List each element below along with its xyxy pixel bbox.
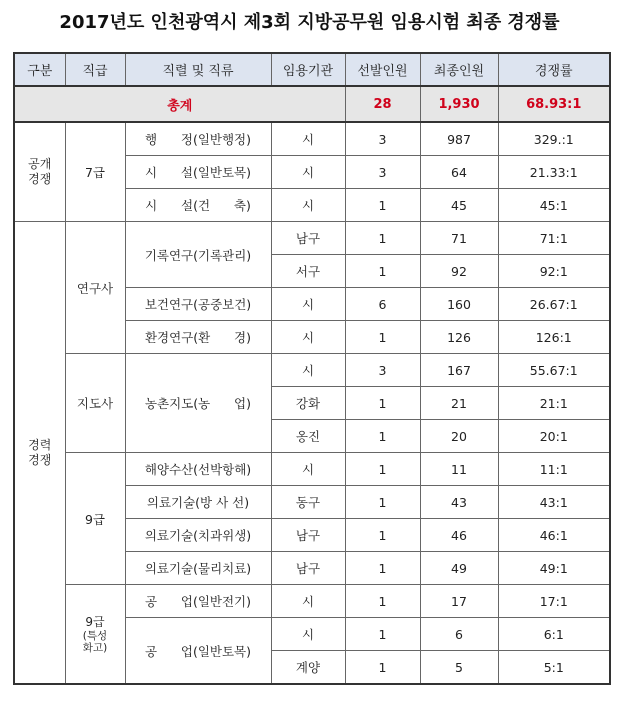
grade-9-special-main: 9급: [85, 614, 105, 629]
agency-cell: 시: [271, 321, 345, 354]
ratio-cell: 26.67:1: [498, 288, 610, 321]
selected-cell: 1: [345, 387, 420, 420]
ratio-cell: 11:1: [498, 453, 610, 486]
final-cell: 11: [420, 453, 498, 486]
ratio-cell: 49:1: [498, 552, 610, 585]
selected-cell: 1: [345, 453, 420, 486]
final-cell: 20: [420, 420, 498, 453]
table-row: [14, 122, 610, 156]
ratio-cell: 71:1: [498, 222, 610, 255]
selected-cell: 1: [345, 585, 420, 618]
selected-cell: 1: [345, 321, 420, 354]
final-cell: 5: [420, 651, 498, 685]
final-cell: 167: [420, 354, 498, 387]
table-row: [14, 354, 610, 387]
selected-cell: 1: [345, 618, 420, 651]
final-cell: 160: [420, 288, 498, 321]
agency-cell: 옹진: [271, 420, 345, 453]
field-cell: 환경연구(환 경): [125, 321, 271, 354]
agency-cell: 시: [271, 122, 345, 156]
final-cell: 49: [420, 552, 498, 585]
ratio-cell: 92:1: [498, 255, 610, 288]
agency-cell: 서구: [271, 255, 345, 288]
grade-guidance: 지도사: [65, 354, 125, 453]
agency-cell: 시: [271, 453, 345, 486]
selected-cell: 1: [345, 222, 420, 255]
header-row: [14, 53, 610, 86]
total-final: 1,930: [420, 86, 498, 122]
final-cell: 6: [420, 618, 498, 651]
final-cell: 92: [420, 255, 498, 288]
agency-cell: 시: [271, 288, 345, 321]
final-cell: 45: [420, 189, 498, 222]
grade-9: 9급: [65, 453, 125, 585]
agency-cell: 강화: [271, 387, 345, 420]
final-cell: 43: [420, 486, 498, 519]
header-field: 직렬 및 직류: [125, 53, 271, 86]
final-cell: 987: [420, 122, 498, 156]
field-cell: 기록연구(기록관리): [125, 222, 271, 288]
selected-cell: 1: [345, 519, 420, 552]
selected-cell: 6: [345, 288, 420, 321]
ratio-cell: 17:1: [498, 585, 610, 618]
total-selected: 28: [345, 86, 420, 122]
field-cell: 의료기술(치과위생): [125, 519, 271, 552]
selected-cell: 1: [345, 189, 420, 222]
group-open-text: 공개 경쟁: [28, 157, 52, 186]
grade-7: 7급: [65, 122, 125, 222]
ratio-cell: 329.:1: [498, 122, 610, 156]
field-cell: 시 설(일반토목): [125, 156, 271, 189]
field-cell: 농촌지도(농 업): [125, 354, 271, 453]
ratio-cell: 43:1: [498, 486, 610, 519]
final-cell: 46: [420, 519, 498, 552]
selected-cell: 1: [345, 552, 420, 585]
total-ratio: 68.93:1: [498, 86, 610, 122]
competition-table: [13, 52, 611, 685]
table-row: [14, 453, 610, 486]
agency-cell: 시: [271, 354, 345, 387]
final-cell: 64: [420, 156, 498, 189]
grade-9-special: [65, 585, 125, 685]
field-cell: 공 업(일반토목): [125, 618, 271, 685]
final-cell: 17: [420, 585, 498, 618]
total-row: [14, 86, 610, 122]
ratio-cell: 45:1: [498, 189, 610, 222]
agency-cell: 시: [271, 618, 345, 651]
ratio-cell: 126:1: [498, 321, 610, 354]
page-title: 2017년도 인천광역시 제3회 지방공무원 임용시험 최종 경쟁률: [59, 12, 560, 33]
grade-researcher: 연구사: [65, 222, 125, 354]
table-row: [14, 222, 610, 255]
agency-cell: 시: [271, 585, 345, 618]
selected-cell: 1: [345, 420, 420, 453]
selected-cell: 1: [345, 255, 420, 288]
grade-9-special-sub: (특성 화고): [82, 629, 108, 654]
table-row: [14, 585, 610, 618]
ratio-cell: 5:1: [498, 651, 610, 685]
header-category: 구분: [14, 53, 65, 86]
field-cell: 의료기술(방 사 선): [125, 486, 271, 519]
selected-cell: 3: [345, 354, 420, 387]
ratio-cell: 21:1: [498, 387, 610, 420]
header-selected: 선발인원: [345, 53, 420, 86]
ratio-cell: 20:1: [498, 420, 610, 453]
header-agency: 임용기관: [271, 53, 345, 86]
total-label: 총계: [14, 86, 345, 122]
agency-cell: 시: [271, 189, 345, 222]
header-grade: 직급: [65, 53, 125, 86]
group-open: [14, 122, 65, 222]
header-ratio: 경쟁률: [498, 53, 610, 86]
field-cell: 행 정(일반행정): [125, 122, 271, 156]
final-cell: 21: [420, 387, 498, 420]
selected-cell: 3: [345, 122, 420, 156]
selected-cell: 3: [345, 156, 420, 189]
selected-cell: 1: [345, 486, 420, 519]
ratio-cell: 6:1: [498, 618, 610, 651]
header-final: 최종인원: [420, 53, 498, 86]
field-cell: 의료기술(물리치료): [125, 552, 271, 585]
agency-cell: 계양: [271, 651, 345, 685]
agency-cell: 남구: [271, 222, 345, 255]
agency-cell: 동구: [271, 486, 345, 519]
group-career: [14, 222, 65, 685]
selected-cell: 1: [345, 651, 420, 685]
final-cell: 71: [420, 222, 498, 255]
ratio-cell: 55.67:1: [498, 354, 610, 387]
agency-cell: 시: [271, 156, 345, 189]
ratio-cell: 46:1: [498, 519, 610, 552]
field-cell: 해양수산(선박항해): [125, 453, 271, 486]
group-career-text: 경력 경쟁: [28, 437, 52, 467]
agency-cell: 남구: [271, 519, 345, 552]
field-cell: 공 업(일반전기): [125, 585, 271, 618]
field-cell: 보건연구(공중보건): [125, 288, 271, 321]
field-cell: 시 설(건 축): [125, 189, 271, 222]
final-cell: 126: [420, 321, 498, 354]
ratio-cell: 21.33:1: [498, 156, 610, 189]
agency-cell: 남구: [271, 552, 345, 585]
